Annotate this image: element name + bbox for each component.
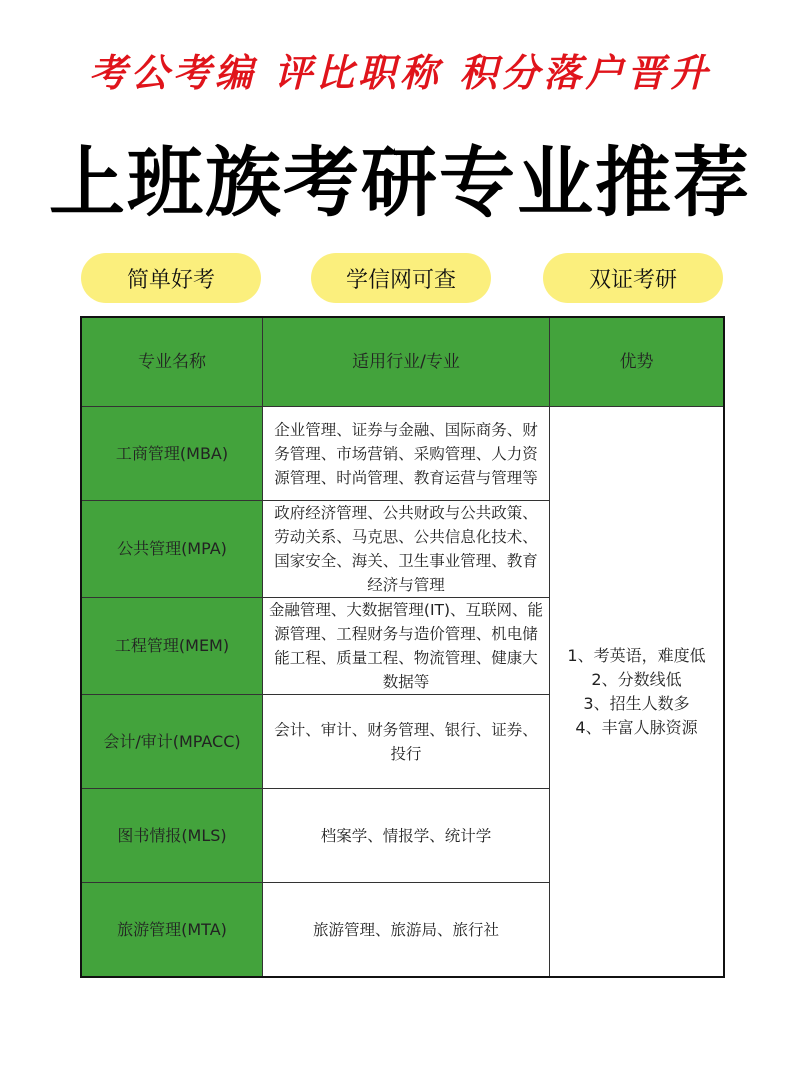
slogan: 考公考编 评比职称 积分落户晋升 — [88, 50, 712, 95]
page-title: 上班族考研专业推荐 — [49, 138, 751, 227]
advantage-item: 4、丰富人脉资源 — [575, 717, 698, 737]
major-industries: 政府经济管理、公共财政与公共政策、劳动关系、马克思、公共信息化技术、国家安全、海关、卫生事业管理、教育经济与管理 — [263, 501, 550, 598]
major-name: 公共管理(MPA) — [81, 501, 263, 598]
major-industries: 档案学、情报学、统计学 — [263, 789, 550, 883]
header-advantages: 优势 — [550, 317, 725, 407]
tag-pill-easy: 简单好考 — [81, 253, 261, 303]
major-name: 旅游管理(MTA) — [81, 883, 263, 978]
advantage-item: 2、分数线低 — [591, 669, 682, 689]
majors-table — [80, 316, 725, 978]
tag-pill-dual-cert: 双证考研 — [543, 253, 723, 303]
major-industries: 企业管理、证券与金融、国际商务、财务管理、市场营销、采购管理、人力资源管理、时尚管理、教育运营与管理等 — [263, 407, 550, 501]
table-row — [81, 407, 724, 501]
major-industries: 金融管理、大数据管理(IT)、互联网、能源管理、工程财务与造价管理、机电储能工程、质量工程、物流管理、健康大数据等 — [263, 598, 550, 695]
advantage-item: 3、招生人数多 — [583, 693, 690, 713]
tag-pill-verifiable: 学信网可查 — [311, 253, 491, 303]
major-industries: 会计、审计、财务管理、银行、证券、投行 — [263, 695, 550, 789]
major-industries: 旅游管理、旅游局、旅行社 — [263, 883, 550, 978]
major-name: 工程管理(MEM) — [81, 598, 263, 695]
major-name: 图书情报(MLS) — [81, 789, 263, 883]
advantage-item: 1、考英语，难度低 — [567, 645, 706, 665]
header-industries: 适用行业/专业 — [263, 317, 550, 407]
header-major: 专业名称 — [81, 317, 263, 407]
advantages-cell — [550, 407, 725, 978]
table-header-row — [81, 317, 724, 407]
major-name: 会计/审计(MPACC) — [81, 695, 263, 789]
major-name: 工商管理(MBA) — [81, 407, 263, 501]
